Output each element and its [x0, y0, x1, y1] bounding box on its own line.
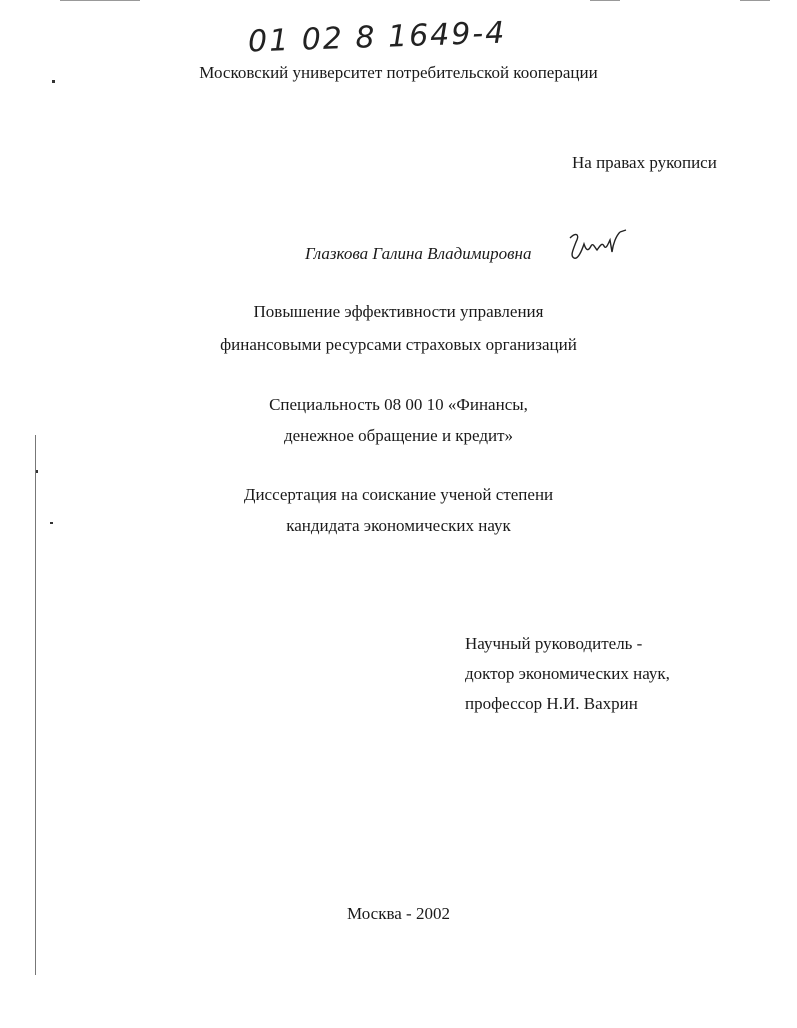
scan-edge-line [590, 0, 620, 1]
scan-dot [36, 470, 38, 473]
university-name: Московский университет потребительской кооперации [199, 63, 598, 82]
degree-line-2: кандидата экономических наук [286, 516, 511, 535]
scan-edge-line [740, 0, 770, 1]
specialty-line-2: денежное обращение и кредит» [283, 426, 514, 445]
author-signature [566, 228, 628, 264]
scan-edge-line [60, 0, 140, 1]
manuscript-rights-label: На правах рукописи [572, 153, 717, 172]
archive-number-handwritten: 01 02 8 1649-4 [247, 15, 507, 60]
specialty-line-1: Специальность 08 00 10 «Финансы, [269, 395, 528, 414]
advisor-line-3: профессор Н.И. Вахрин [465, 694, 638, 713]
dissertation-title-line-2: финансовыми ресурсами страховых организаций [220, 335, 577, 354]
author-name: Глазкова Галина Владимировна [305, 244, 532, 263]
city-and-year: Москва - 2002 [347, 904, 450, 923]
advisor-line-1: Научный руководитель - [465, 634, 643, 653]
advisor-line-2: доктор экономических наук, [465, 664, 670, 683]
dissertation-title-line-1: Повышение эффективности управления [253, 302, 544, 321]
degree-line-1: Диссертация на соискание ученой степени [243, 485, 554, 504]
